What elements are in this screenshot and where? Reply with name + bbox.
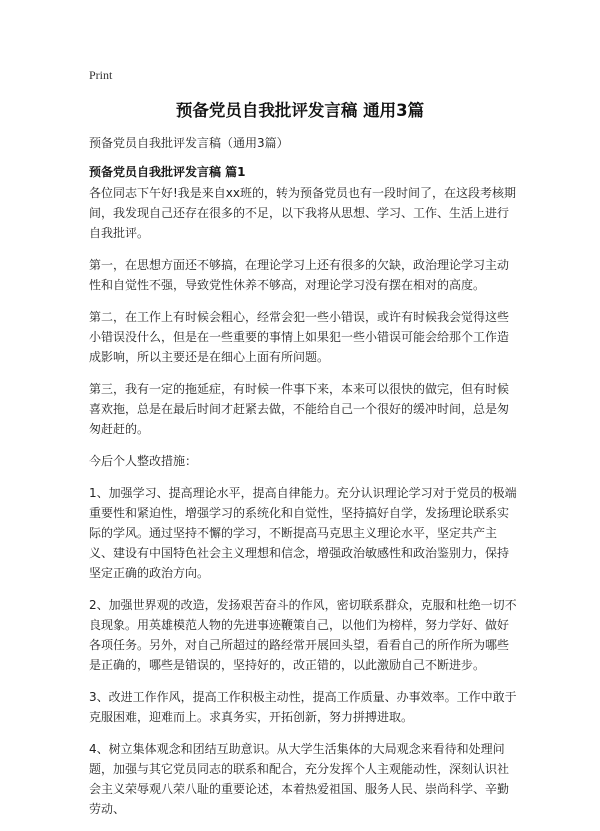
paragraph-first-point: 第一，在思想方面还不够搞，在理论学习上还有很多的欠缺，政治理论学习主动性和自觉性不强，导致党性休养不够高，对理论学习没有摆在相对的高度。: [89, 258, 510, 292]
paragraph-second-point: 第二，在工作上有时候会粗心，经常会犯一些小错误，或许有时候我会觉得这些小错误没什么，但是在一些重要的事情上如果犯一些小错误可能会给那个工作造成影响，所以主要还是在细心上面有所问题。: [89, 310, 510, 364]
paragraph-intro: 各位同志下午好!我是来自xx班的，转为预备党员也有一段时间了，在这段考核期间，我发现自己还存在很多的不足，以下我将从思想、学习、工作、生活上进行自我批评。: [89, 186, 517, 240]
print-link[interactable]: Print: [89, 68, 113, 82]
section-heading: 预备党员自我批评发言稿 篇1: [89, 165, 246, 179]
paragraph-measure-2: 2、加强世界观的改造，发扬艰苦奋斗的作风，密切联系群众，克服和杜绝一切不良现象。用英雄模范人物的先进事迹鞭策自己，以他们为榜样，努力学好、做好各项任务。另外，对自己所超过的路经常开展回头望，看看自己的所作所为哪些是正确的，哪些是错误的，坚持好的，改正错的，以此激励自己不断进步。: [89, 598, 517, 672]
paragraph-measure-1: 1、加强学习、提高理论水平，提高自律能力。充分认识理论学习对于党员的极端重要性和紧迫性，增强学习的系统化和自觉性，坚持搞好自学，发扬理论联系实际的学风。通过坚持不懈的学习，不断提高马克思主义理论水平，坚定共产主义、建设有中国特色社会主义理想和信念，增强政治敏感性和政治鉴别力，保持坚定正确的政治方向。: [89, 486, 517, 580]
paragraph-third-point: 第三，我有一定的拖延症，有时候一件事下来，本来可以很快的做完，但有时候喜欢拖，总是在最后时间才赶紧去做，不能给自己一个很好的缓冲时间，总是匆匆赶赶的。: [89, 382, 510, 436]
document-subtitle: 预备党员自我批评发言稿（通用3篇）: [89, 136, 289, 150]
document-body: [89, 183, 519, 831]
paragraph-measures-heading: 今后个人整改措施：: [89, 454, 198, 468]
paragraph-measure-4: 4、树立集体观念和团结互助意识。从大学生活集体的大局观念来看待和处理问题，加强与其它党员同志的联系和配合，充分发挥个人主观能动性，深刻认识社会主义荣辱观八荣八耻的重要论述，本着热爱祖国、服务人民、崇尚科学、辛勤劳动、: [89, 742, 510, 816]
page-title: 预备党员自我批评发言稿 通用3篇: [175, 101, 425, 120]
paragraph-measure-3: 3、改进工作作风，提高工作积极主动性，提高工作质量、办事效率。工作中敢于克服困难，迎难而上。求真务实，开拓创新，努力拼搏进取。: [89, 690, 517, 724]
